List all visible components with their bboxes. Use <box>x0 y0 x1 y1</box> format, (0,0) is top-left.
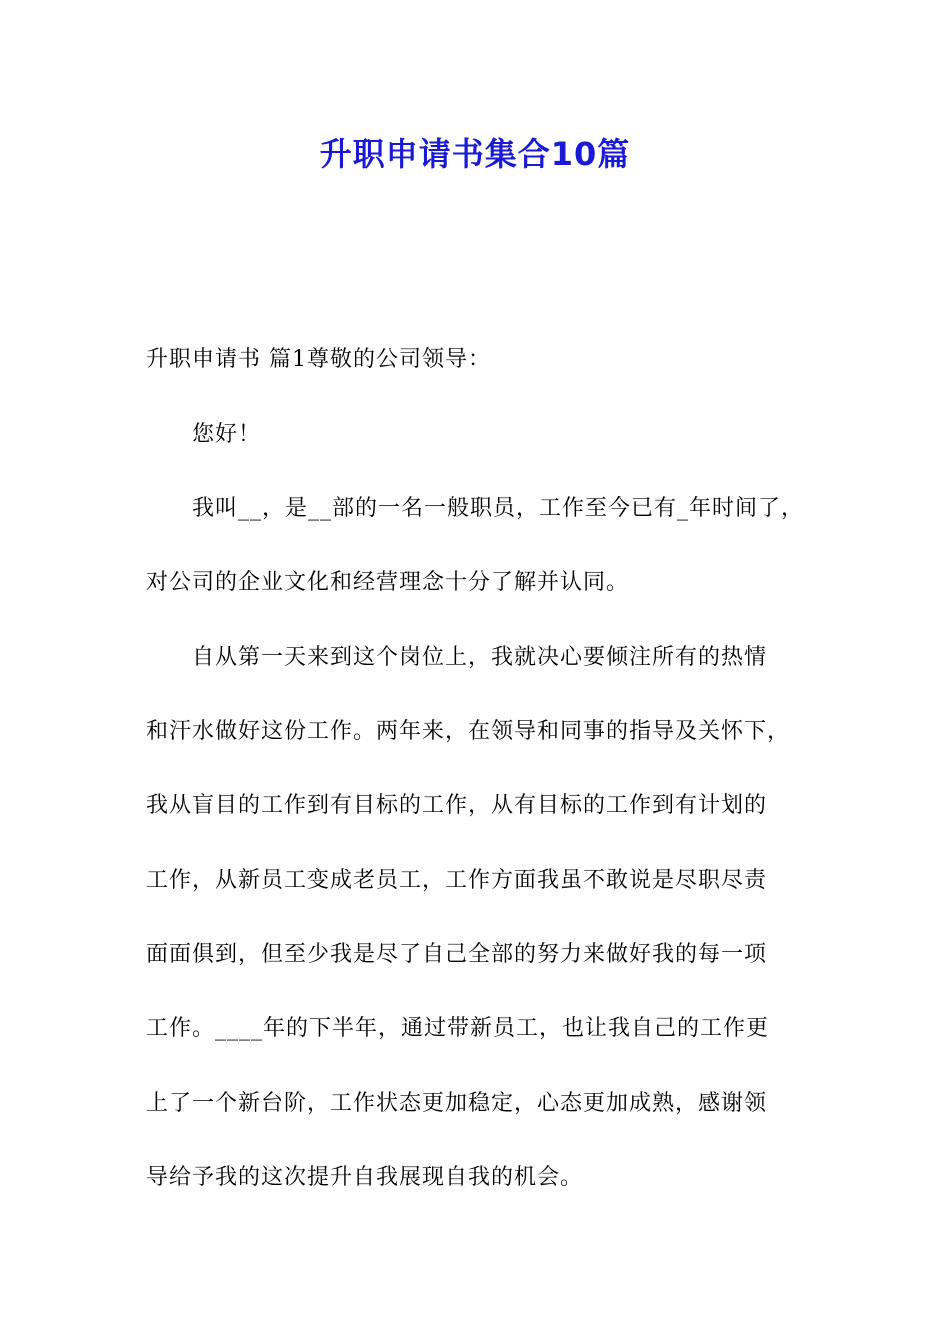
salutation-line: 升职申请书 篇1尊敬的公司领导： <box>146 347 491 372</box>
greeting-line: 您好！ <box>192 422 262 447</box>
body-line: 自从第一天来到这个岗位上，我就决心要倾注所有的热情 <box>192 645 768 670</box>
body-line: 对公司的企业文化和经营理念十分了解并认同。 <box>146 570 630 595</box>
body-line: 面面俱到，但至少我是尽了自己全部的努力来做好我的每一项 <box>146 942 768 967</box>
body-line: 我叫__，是__部的一名一般职员，工作至今已有_年时间了， <box>192 496 805 521</box>
document-title: 升职申请书集合10篇 <box>319 135 631 173</box>
body-line: 上了一个新台阶，工作状态更加稳定，心态更加成熟，感谢领 <box>146 1091 768 1116</box>
body-line: 和汗水做好这份工作。两年来，在领导和同事的指导及关怀下， <box>146 719 791 744</box>
body-line: 工作。____年的下半年，通过带新员工，也让我自己的工作更 <box>146 1016 770 1041</box>
body-line: 工作，从新员工变成老员工，工作方面我虽不敢说是尽职尽责 <box>146 868 768 893</box>
body-line: 导给予我的这次提升自我展现自我的机会。 <box>146 1165 584 1190</box>
body-line: 我从盲目的工作到有目标的工作，从有目标的工作到有计划的 <box>146 793 768 818</box>
